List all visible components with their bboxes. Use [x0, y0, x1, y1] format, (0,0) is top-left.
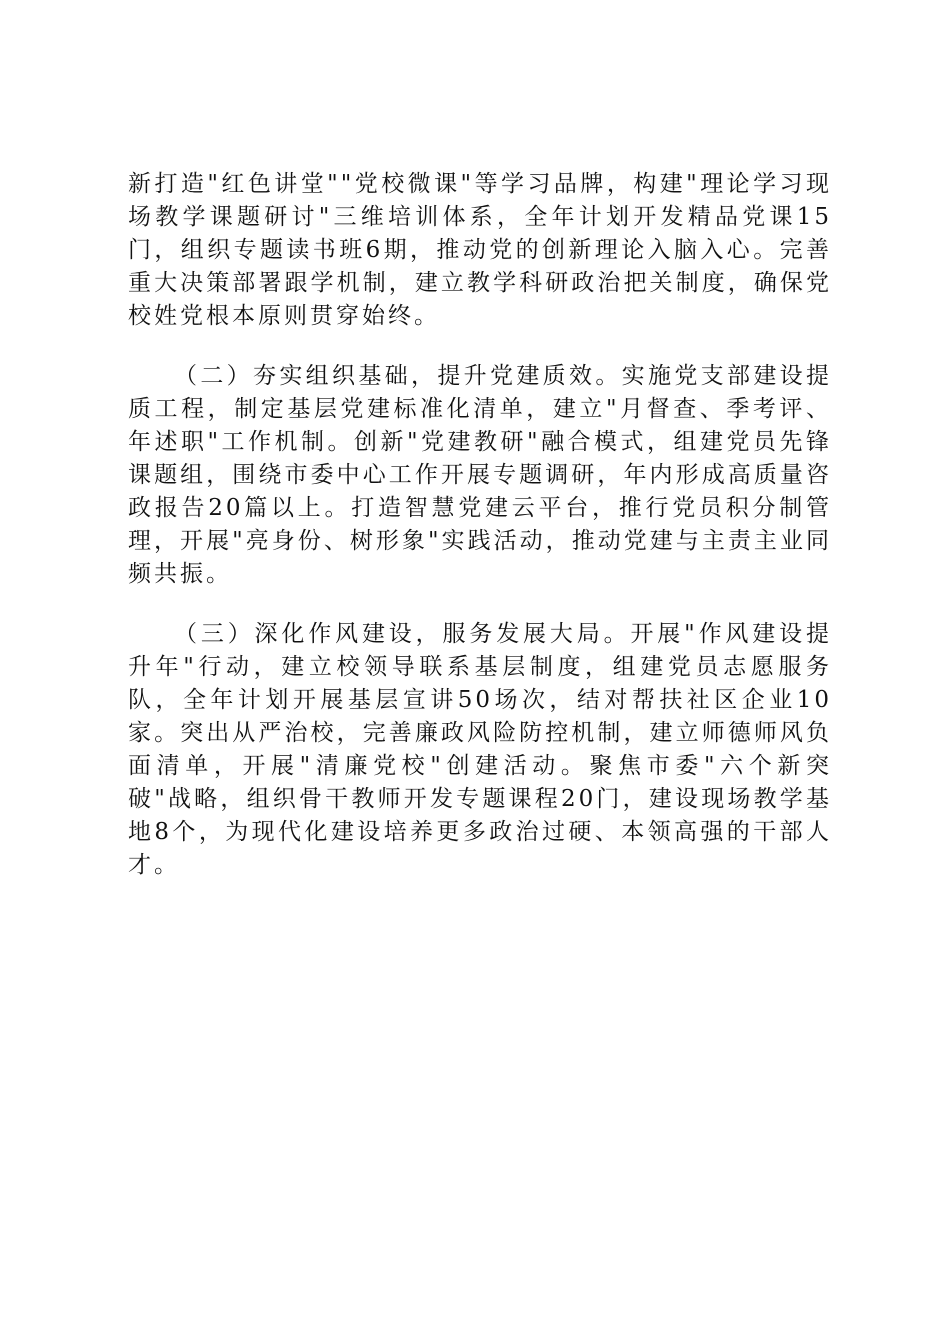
- document-body: [128, 168, 832, 909]
- paragraph-section-two: （二）夯实组织基础，提升党建质效。实施党支部建设提质工程，制定基层党建标准化清单，建立"月督查、季考评、年述职"工作机制。创新"党建教研"融合模式，组建党员先锋课题组，围绕市委中心工作开展专题调研，年内形成高质量咨政报告20篇以上。打造智慧党建云平台，推行党员积分制管理，开展"亮身份、树形象"实践活动，推动党建与主责主业同频共振。: [128, 363, 832, 587]
- paragraph-section-three: （三）深化作风建设，服务发展大局。开展"作风建设提升年"行动，建立校领导联系基层制度，组建党员志愿服务队，全年计划开展基层宣讲50场次，结对帮扶社区企业10家。突出从严治校，完善廉政风险防控机制，建立师德师风负面清单，开展"清廉党校"创建活动。聚焦市委"六个新突破"战略，组织骨干教师开发专题课程20门，建设现场教学基地8个，为现代化建设培养更多政治过硬、本领高强的干部人才。: [128, 621, 832, 878]
- paragraph-continuation: 新打造"红色讲堂""党校微课"等学习品牌，构建"理论学习现场教学课题研讨"三维培训体系，全年计划开发精品党课15门，组织专题读书班6期，推动党的创新理论入脑入心。完善重大决策部署跟学机制，建立教学科研政治把关制度，确保党校姓党根本原则贯穿始终。: [128, 171, 832, 329]
